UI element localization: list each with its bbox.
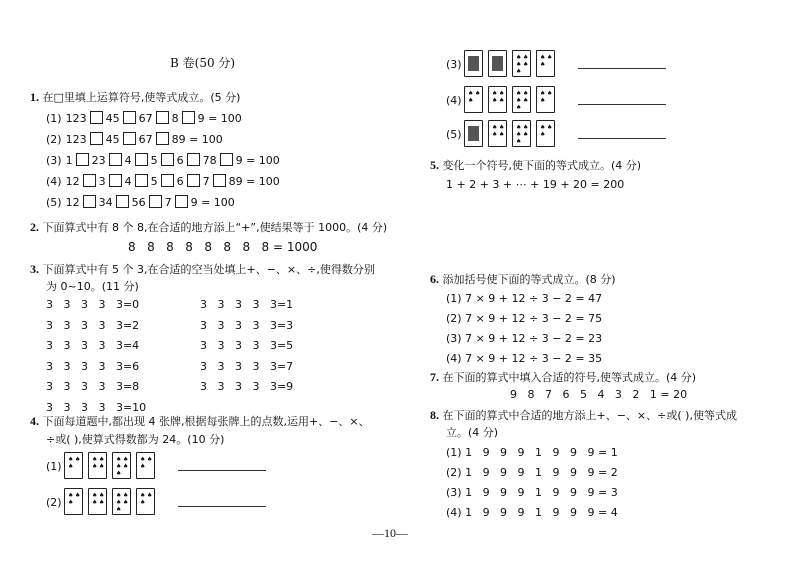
question-5-prompt: [430, 158, 641, 173]
question-8-item-1: (1) 1 9 9 9 1 9 9 9 = 1: [446, 446, 618, 459]
operator-input-box[interactable]: [187, 153, 200, 166]
operator-input-box[interactable]: [123, 132, 136, 145]
question-1-number-part: 89 = 100: [171, 133, 223, 146]
question-1-item: [46, 195, 235, 210]
question-8-item-4: (4) 1 9 9 9 1 9 9 9 = 4: [446, 506, 618, 519]
operator-input-box[interactable]: [220, 153, 233, 166]
question-1-number-part: 1: [65, 154, 73, 167]
question-1-number-part: 7: [164, 196, 172, 209]
question-5-text: 变化一个符号,使下面的等式成立。(4 分): [442, 159, 642, 172]
question-3-equation: 3 3 3 3 3=9: [200, 380, 294, 393]
question-2-prompt: [30, 220, 387, 235]
question-6-prompt: [430, 272, 616, 287]
playing-card-icon: ♠ ♠ ♠ ♠: [488, 86, 507, 113]
question-1-item-label: (2): [46, 133, 62, 146]
question-1-number-part: 3: [98, 175, 106, 188]
question-1-number-part: 12: [65, 196, 80, 209]
question-3-equation: 3 3 3 3 3=7: [200, 359, 294, 373]
operator-input-box[interactable]: [83, 195, 96, 208]
question-1-item: [46, 174, 280, 189]
question-1-number-part: 7: [202, 175, 210, 188]
playing-card-icon: ♠ ♠ ♠ ♠ ♠: [512, 50, 531, 77]
question-1-number-part: 56: [131, 196, 146, 209]
question-1-number-part: 9 = 100: [197, 112, 242, 125]
operator-input-box[interactable]: [109, 153, 122, 166]
question-3-equation: 3 3 3 3 3=3: [200, 318, 294, 332]
question-1-item-label: (5): [46, 196, 62, 209]
question-8-prompt: [430, 408, 737, 423]
operator-input-box[interactable]: [156, 111, 169, 124]
question-1-number-part: 4: [124, 175, 132, 188]
playing-card-icon: ♠ ♠ ♠ ♠: [88, 452, 107, 479]
answer-line-4-4[interactable]: [578, 104, 666, 105]
question-1-number: 1.: [30, 90, 39, 104]
question-4-label-5: (5): [446, 128, 462, 141]
playing-card-icon: ♠ ♠ ♠: [536, 86, 555, 113]
operator-input-box[interactable]: [187, 174, 200, 187]
operator-input-box[interactable]: [135, 174, 148, 187]
operator-input-box[interactable]: [182, 111, 195, 124]
operator-input-box[interactable]: [175, 195, 188, 208]
question-8-item-2: (2) 1 9 9 9 1 9 9 9 = 2: [446, 466, 618, 479]
question-1-prompt: [30, 90, 240, 105]
question-1-number-part: 78: [202, 154, 217, 167]
answer-line-4-5[interactable]: [578, 138, 666, 139]
question-1-number-part: 12: [65, 175, 80, 188]
playing-card-icon: ♠ ♠ ♠: [464, 86, 483, 113]
operator-input-box[interactable]: [116, 195, 129, 208]
answer-line-4-2[interactable]: [178, 506, 266, 507]
playing-card-icon: ♠ ♠ ♠ ♠ ♠: [112, 452, 131, 479]
question-3-equation: 3 3 3 3 3=0: [46, 298, 140, 311]
question-1-number-part: 5: [150, 175, 158, 188]
playing-card-icon: ♠ ♠ ♠ ♠ ♠: [512, 86, 531, 113]
operator-input-box[interactable]: [83, 174, 96, 187]
question-4-label-2: (2): [46, 496, 62, 509]
question-4-number: 4.: [30, 414, 39, 428]
section-title: B 卷(50 分): [170, 56, 236, 70]
operator-input-box[interactable]: [90, 132, 103, 145]
question-1-number-part: 9 = 100: [190, 196, 235, 209]
question-3-number: 3.: [30, 262, 39, 276]
question-1-number-part: 6: [176, 175, 184, 188]
operator-input-box[interactable]: [213, 174, 226, 187]
question-6-item-4: (4) 7 × 9 + 12 ÷ 3 − 2 = 35: [446, 352, 603, 365]
question-6-item-1: (1) 7 × 9 + 12 ÷ 3 − 2 = 47: [446, 292, 603, 305]
playing-card-icon: [464, 120, 483, 147]
question-1-text: 在□里填上运算符号,使等式成立。(5 分): [42, 91, 241, 104]
question-2-equation: 8 8 8 8 8 8 8 8 = 1000: [128, 240, 318, 254]
operator-input-box[interactable]: [109, 174, 122, 187]
question-6-item-3: (3) 7 × 9 + 12 ÷ 3 − 2 = 23: [446, 332, 603, 345]
question-3-text-1: 下面算式中有 5 个 3,在合适的空当处填上+、−、×、÷,使得数分别: [42, 263, 375, 276]
page-number: —10—: [372, 526, 408, 540]
question-3-equation: 3 3 3 3 3=2: [46, 318, 140, 332]
question-1-number-part: 45: [105, 133, 120, 146]
question-1-number-part: 8: [171, 112, 179, 125]
question-1-number-part: 5: [150, 154, 158, 167]
operator-input-box[interactable]: [156, 132, 169, 145]
question-1-item: [46, 153, 280, 168]
answer-line-4-3[interactable]: [578, 68, 666, 69]
question-3-text-2: 为 0~10。(11 分): [46, 280, 139, 293]
question-4-label-3: (3): [446, 58, 462, 71]
playing-card-icon: ♠ ♠ ♠ ♠ ♠: [512, 120, 531, 147]
question-3-equation: 3 3 3 3 3=8: [46, 380, 140, 393]
question-4-label-1: (1): [46, 460, 62, 473]
question-2-number: 2.: [30, 220, 39, 234]
question-4-label-4: (4): [446, 94, 462, 107]
question-8-item-3: (3) 1 9 9 9 1 9 9 9 = 3: [446, 486, 618, 499]
question-1-item-label: (4): [46, 175, 62, 188]
question-4-text-1: 下面每道题中,都出现 4 张牌,根据每张牌上的点数,运用+、−、×、: [42, 415, 370, 428]
question-3-equation: 3 3 3 3 3=4: [46, 339, 140, 352]
playing-card-icon: ♠ ♠ ♠ ♠ ♠: [112, 488, 131, 515]
playing-card-icon: ♠ ♠ ♠: [64, 452, 83, 479]
question-1-number-part: 89 = 100: [228, 175, 280, 188]
question-1-item-label: (3): [46, 154, 62, 167]
question-1-number-part: 45: [105, 112, 120, 125]
question-7-prompt: [430, 370, 696, 385]
playing-card-icon: [488, 50, 507, 77]
question-1-number-part: 6: [176, 154, 184, 167]
answer-line-4-1[interactable]: [178, 470, 266, 471]
operator-input-box[interactable]: [161, 174, 174, 187]
question-4-text-2: ÷或( ),使算式得数都为 24。(10 分): [46, 433, 225, 446]
question-7-number: 7.: [430, 370, 439, 384]
question-1-number-part: 123: [65, 133, 87, 146]
question-5-equation: 1 + 2 + 3 + ⋯ + 19 + 20 = 200: [446, 178, 625, 191]
question-1-number-part: 34: [98, 196, 113, 209]
question-1-item: [46, 132, 223, 147]
playing-card-icon: ♠ ♠ ♠ ♠: [88, 488, 107, 515]
question-1-item: [46, 111, 242, 126]
playing-card-icon: ♠ ♠ ♠: [536, 120, 555, 147]
playing-card-icon: ♠ ♠ ♠ ♠: [488, 120, 507, 147]
question-2-text: 下面算式中有 8 个 8,在合适的地方添上“+”,使结果等于 1000。(4 分): [42, 221, 388, 234]
playing-card-icon: ♠ ♠ ♠: [136, 488, 155, 515]
operator-input-box[interactable]: [135, 153, 148, 166]
question-3-equation: 3 3 3 3 3=5: [200, 339, 294, 352]
question-1-item-label: (1): [46, 112, 62, 125]
question-3-equation: 3 3 3 3 3=10: [46, 400, 147, 414]
question-6-number: 6.: [430, 272, 439, 286]
question-3-equation: 3 3 3 3 3=1: [200, 298, 294, 311]
question-8-text-2: 立。(4 分): [446, 426, 499, 439]
playing-card-icon: ♠ ♠ ♠: [136, 452, 155, 479]
question-1-number-part: 9 = 100: [235, 154, 280, 167]
operator-input-box[interactable]: [76, 153, 89, 166]
operator-input-box[interactable]: [90, 111, 103, 124]
operator-input-box[interactable]: [161, 153, 174, 166]
question-1-number-part: 123: [65, 112, 87, 125]
question-8-number: 8.: [430, 408, 439, 422]
question-6-text: 添加括号使下面的等式成立。(8 分): [442, 273, 616, 286]
question-6-item-2: (2) 7 × 9 + 12 ÷ 3 − 2 = 75: [446, 312, 603, 325]
operator-input-box[interactable]: [149, 195, 162, 208]
question-3-equation: 3 3 3 3 3=6: [46, 359, 140, 373]
question-7-equation: 9 8 7 6 5 4 3 2 1 = 20: [510, 388, 688, 401]
question-1-number-part: 4: [124, 154, 132, 167]
question-1-number-part: 23: [91, 154, 106, 167]
question-8-text-1: 在下面的算式中合适的地方添上+、−、×、÷或( ),使等式成: [442, 409, 737, 422]
operator-input-box[interactable]: [123, 111, 136, 124]
question-4-prompt: [30, 414, 370, 429]
question-7-text: 在下面的算式中填入合适的符号,使等式成立。(4 分): [442, 371, 697, 384]
question-1-number-part: 67: [138, 133, 153, 146]
question-3-prompt: [30, 262, 375, 277]
playing-card-icon: [464, 50, 483, 77]
question-5-number: 5.: [430, 158, 439, 172]
question-1-number-part: 67: [138, 112, 153, 125]
playing-card-icon: ♠ ♠ ♠: [536, 50, 555, 77]
playing-card-icon: ♠ ♠ ♠: [64, 488, 83, 515]
